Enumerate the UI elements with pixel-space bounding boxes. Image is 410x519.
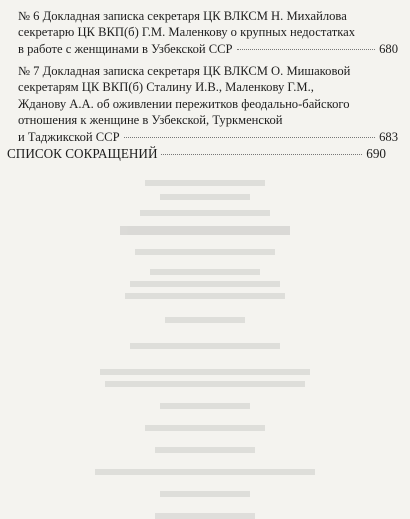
toc-entry-6-line-1: № 6 Докладная записка секретаря ЦК ВЛКСМ Н. Михайлова: [18, 9, 347, 23]
toc-entry-6-last-line: [18, 41, 398, 57]
dot-leader: [237, 49, 376, 50]
toc-entry-7: [18, 63, 398, 145]
toc-entry-6-page-number: 680: [379, 41, 398, 56]
toc-entry-7-line-3: Жданову А.А. об оживлении пережитков феодально-байского: [18, 96, 350, 111]
toc-entry-7-page-number: 683: [379, 129, 398, 144]
toc-entry-7-line-2: секретарям ЦК ВКП(б) Сталину И.В., Маленкову Г.М.,: [18, 80, 314, 95]
dot-leader: [161, 154, 362, 155]
toc-abbreviations-label: СПИСОК СОКРАЩЕНИЙ: [7, 146, 158, 161]
toc-entry-6: [18, 8, 398, 57]
toc-entry-6-line-3: в работе с женщинами в Узбекской ССР: [18, 41, 233, 56]
toc-entry-7-line-4: отношения к женщине в Узбекской, Туркменской: [18, 113, 283, 128]
toc-entry-6-line-2: секретарю ЦК ВКП(б) Г.М. Маленкову о крупных недостатках: [18, 25, 356, 40]
toc-abbreviations-page-number: 690: [366, 146, 386, 161]
toc-entry-7-line-5: и Таджикской ССР: [18, 129, 120, 144]
toc-entry-7-last-line: [18, 129, 398, 145]
toc-entry-7-line-1: № 7 Докладная записка секретаря ЦК ВЛКСМ О. Мишаковой: [18, 64, 351, 78]
dot-leader: [124, 137, 376, 138]
bleed-through-texture: [0, 160, 410, 477]
